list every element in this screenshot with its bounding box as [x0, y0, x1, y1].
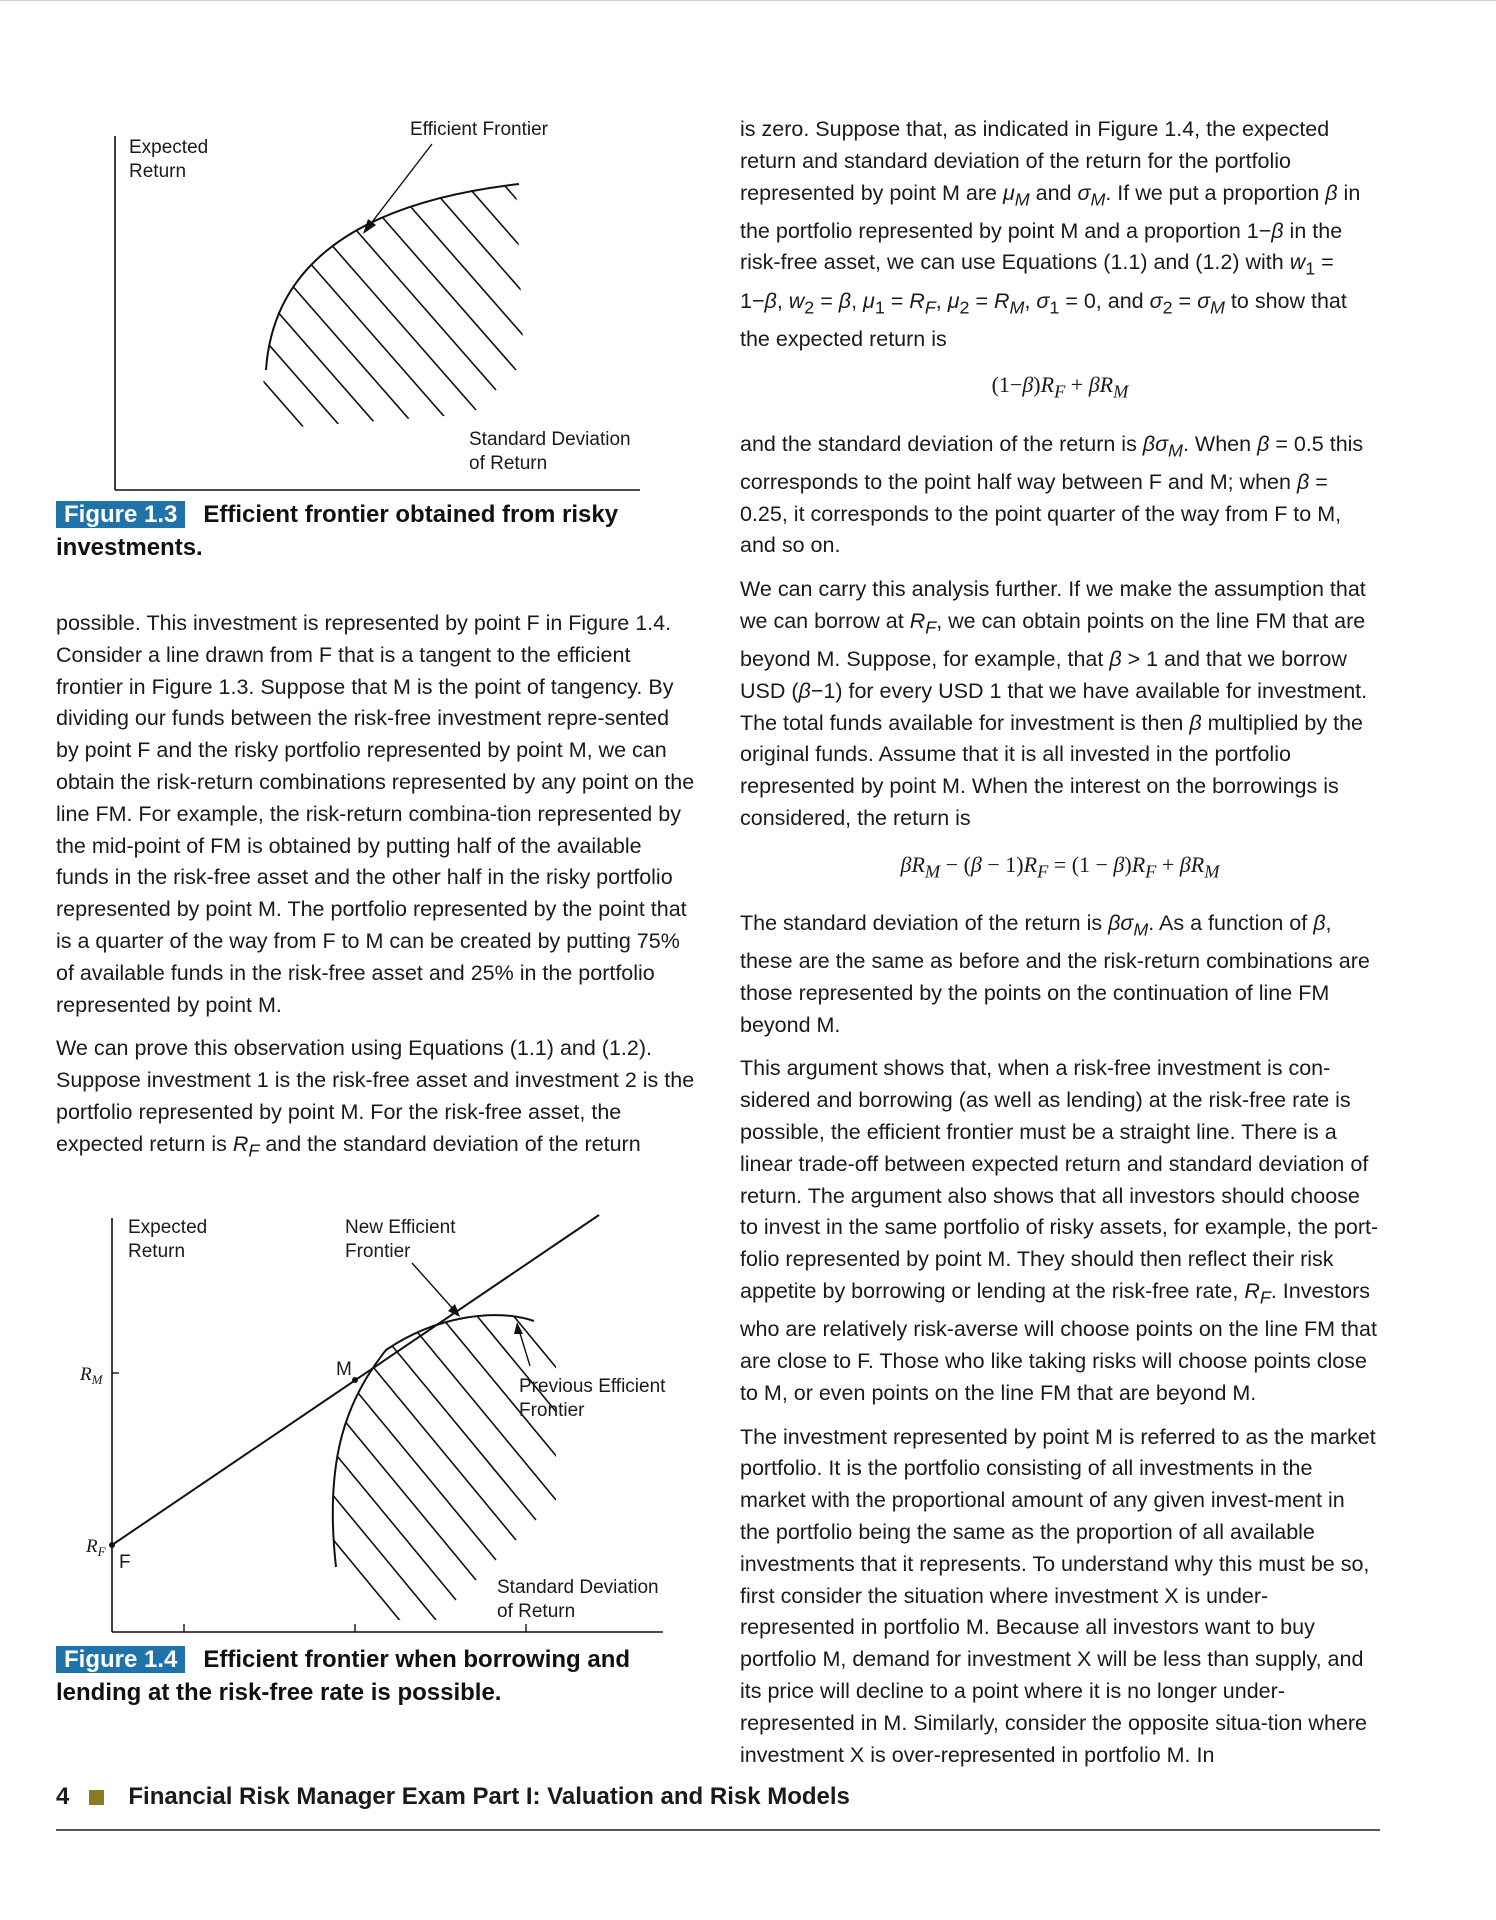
f-point-label: F: [119, 1552, 131, 1573]
y-axis-label-line2: Return: [128, 1241, 186, 1262]
equation-2: $\beta R_M - (\beta - 1)R_F = (1 - \beta)R_F + \beta R_M$: [900, 851, 1220, 882]
right-paragraph-1: is zero. Suppose that, as indicated in Figure 1.4, the expected return and standard deviation of the return for the portfolio represented by point M are $\mu_M$ and $\sigma_M$. If we put a proportion β in the portfolio represented by point M and a proportion 1−β in the risk-free asset, we can use Equations (1.1) and (1.2) with $w_1 = 1-\beta$, $w_2 = \beta$, $\mu_1 = R_F$, $\mu_2 = R_M$, $\sigma_1 = 0$, and $\sigma_2 = \sigma_M$ to show that the expected return is: [740, 117, 1361, 351]
left-paragraph-2: We can prove this observation using Equations (1.1) and (1.2). Suppose investment 1 is the risk-free asset and investment 2 is the portfolio represented by point M. For the risk-free asset, the expected return is $R_F$ and the standard deviation of the return: [56, 1036, 695, 1161]
x-axis-label-line2: of Return: [497, 1601, 576, 1622]
footer-square-icon: [89, 1790, 104, 1805]
right-paragraph-6: The investment represented by point M is referred to as the market portfolio. It is the portfolio consisting of all investments in the market with the proportional amount of any given invest-ment in the portfolio being the same as the proportion of all available investments that it represents. To understand why this must be so, first consider the situation where investment X is under-represented in portfolio M. Because all investors want to buy portfolio M, demand for investment X will be less than supply, and its price will decline to a point where it is no longer under-represented in M. Similarly, consider the opposite situa-tion where investment X is over-represented in portfolio M. In: [740, 1424, 1376, 1767]
new-frontier-label-line2: Frontier: [345, 1241, 411, 1262]
x-axis-label-line2: of Return: [469, 453, 548, 474]
figure-1-4: [56, 1200, 706, 1640]
left-paragraph-1: possible. This investment is represented by point F in Figure 1.4. Consider a line drawn from F that is a tangent to the efficient frontier in Figure 1.3. Suppose that M is the point of tangency. By dividing our funds between the risk-free investment repre-sented by point F and the risky portfolio represented by point M, we can obtain the risk-return combinations represented by any point on the line FM. For example, the risk-return combina-tion represented by the mid-point of FM is obtained by putting half of the available funds in the risk-free asset and the other half in the risky portfolio represented by point M. The portfolio represented by the point that is a quarter of the way from F to M can be created by putting 75% of available funds in the risk-free asset and 25% in the portfolio represented by point M.: [56, 611, 695, 1017]
equation-1: $(1-\beta)R_F + \beta R_M$: [991, 372, 1129, 402]
rf-axis-label: $R_F$: [86, 1536, 106, 1559]
previous-frontier-pointer-arrowhead: [514, 1322, 523, 1334]
figure-1-4-caption: [56, 1643, 676, 1709]
x-axis-label-line1: Standard Deviation: [497, 1577, 659, 1598]
left-column: [56, 608, 696, 1179]
page-number: 4: [56, 1783, 70, 1810]
y-axis-label-line1: Expected: [128, 1217, 208, 1238]
right-paragraph-4: The standard deviation of the return is $\beta\sigma_M$. As a function of β, these are the same as before and the risk-return combinations are those represented by the points on the continuation of line FM beyond M.: [740, 911, 1370, 1037]
top-rule: [0, 0, 1496, 1]
previous-frontier-label-line2: Frontier: [519, 1400, 585, 1421]
right-column: [740, 114, 1380, 1783]
page-footer: [56, 1783, 850, 1811]
new-frontier-label-line1: New Efficient: [345, 1217, 456, 1238]
figure-1-3: [56, 110, 706, 500]
book-title: Financial Risk Manager Exam Part I: Valuation and Risk Models: [128, 1783, 850, 1810]
point-f: [109, 1542, 115, 1548]
figure-label: Figure 1.3: [56, 501, 185, 528]
frontier-label: Efficient Frontier: [410, 119, 548, 140]
y-axis-label-line1: Expected: [129, 137, 209, 158]
frontier-pointer-line: [369, 144, 432, 226]
m-point-label: M: [336, 1359, 352, 1380]
frontier-hatching: [226, 1210, 616, 1640]
right-paragraph-5: This argument shows that, when a risk-free investment is con-sidered and borrowing (as well as lending) at the risk-free rate is possible, the efficient frontier must be a straight line. There is a linear trade-off between expected return and standard deviation of return. The argument also shows that all investors should choose to invest in the same portfolio of risky assets, for example, the port-folio represented by point M. They should then reflect their risk appetite by borrowing or lending at the risk-free rate, $R_F$. Investors who are relatively risk-averse will choose points on the line FM that are close to F. Those who like taking risks will choose points close to M, or even points on the line FM that are beyond M.: [740, 1056, 1379, 1405]
rm-axis-label: $R_M$: [80, 1364, 103, 1387]
previous-frontier-label-line1: Previous Efficient: [519, 1376, 666, 1397]
y-axis-label-line2: Return: [129, 161, 187, 182]
previous-frontier-pointer-line: [519, 1330, 530, 1366]
right-paragraph-2: and the standard deviation of the return is $\beta\sigma_M$. When β = 0.5 this corresponds to the point half way between F and M; when β = 0.25, it corresponds to the point quarter of the way from F to M, and so on.: [740, 431, 1364, 558]
figure-1-3-caption: [56, 498, 656, 564]
new-frontier-pointer-line: [412, 1263, 454, 1310]
caption-text: Efficient frontier when borrowing and lending at the risk-free rate is possible.: [56, 1646, 631, 1706]
caption-text: Efficient frontier obtained from risky investments.: [56, 501, 619, 561]
x-axis-label-line1: Standard Deviation: [469, 429, 631, 450]
point-m: [352, 1377, 358, 1383]
right-paragraph-3: We can carry this analysis further. If we make the assumption that we can borrow at $R_F$, we can obtain points on the line FM that are beyond M. Suppose, for example, that β > 1 and that we borrow USD (β−1) for every USD 1 that we have available for investment. The total funds available for investment is then β multiplied by the original funds. Assume that it is all invested in the portfolio represented by point M. When the interest on the borrowings is considered, the return is: [740, 577, 1368, 831]
figure-label: Figure 1.4: [56, 1646, 185, 1673]
footer-rule: [56, 1829, 1380, 1831]
